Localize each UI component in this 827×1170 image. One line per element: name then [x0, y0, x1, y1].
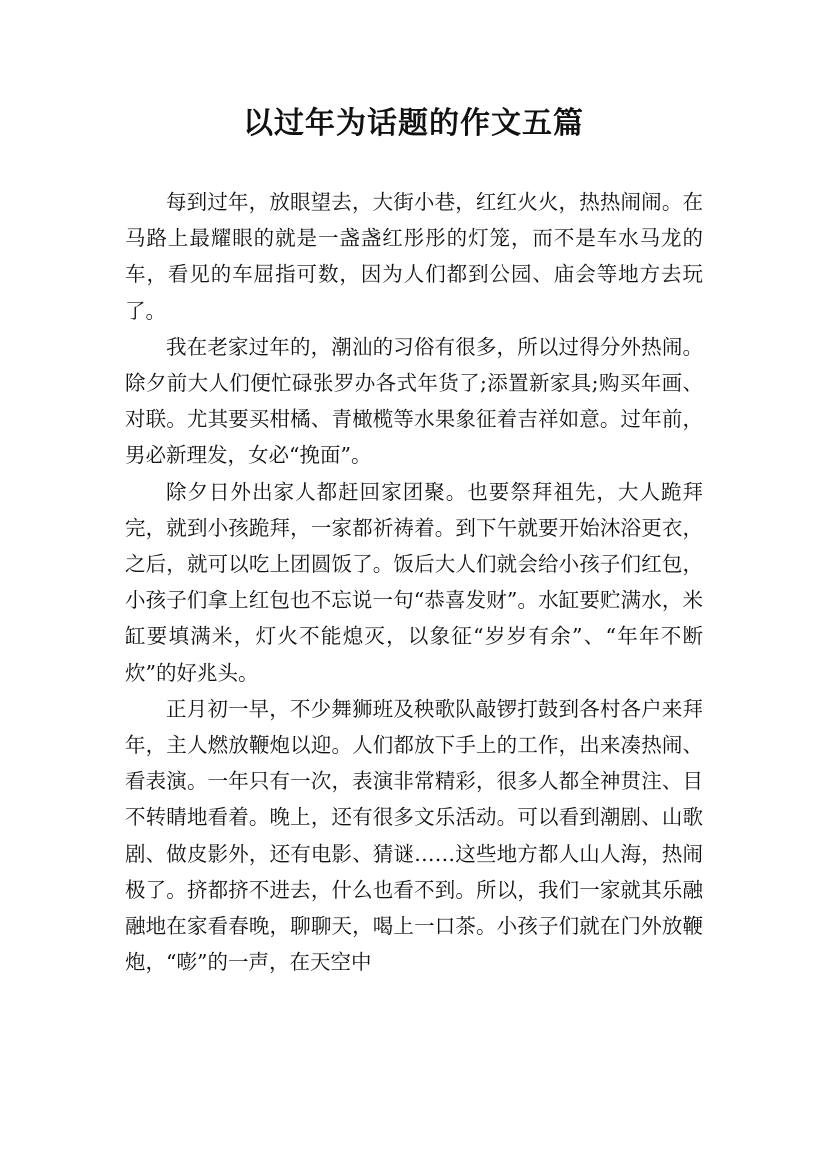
- document-body: [125, 184, 703, 980]
- paragraph-1: 每到过年，放眼望去，大街小巷，红红火火，热热闹闹。在马路上最耀眼的就是一盏盏红彤彤的灯笼，而不是车水马龙的车，看见的车屈指可数，因为人们都到公园、庙会等地方去玩了。: [125, 190, 703, 323]
- paragraph-2: 我在老家过年的，潮汕的习俗有很多，所以过得分外热闹。除夕前大人们便忙碌张罗办各式年货了;添置新家具;购买年画、对联。尤其要买柑橘、青橄榄等水果象征着吉祥如意。过年前，男必新理发，女必“挽面”。: [125, 334, 703, 468]
- paragraph-4: 正月初一早，不少舞狮班及秧歌队敲锣打鼓到各村各户来拜年，主人燃放鞭炮以迎。人们都放下手上的工作，出来凑热闹、看表演。一年只有一次，表演非常精彩，很多人都全神贯注、目不转睛地看着。晚上，还有很多文乐活动。可以看到潮剧、山歌剧、做皮影外，还有电影、猜谜……这些地方都人山人海，热闹极了。挤都挤不进去，什么也看不到。所以，我们一家就其乐融融地在家看春晚，聊聊天，喝上一口茶。小孩子们就在门外放鞭炮，“嘭”的一声，在天空中: [125, 696, 703, 975]
- paragraph-3: 除夕日外出家人都赶回家团聚。也要祭拜祖先，大人跪拜完，就到小孩跪拜，一家都祈祷着。到下午就要开始沐浴更衣，之后，就可以吃上团圆饭了。饭后大人们就会给小孩子们红包，小孩子们拿上红包也不忘说一句“恭喜发财”。水缸要贮满水，米缸要填满米，灯火不能熄灭，以象征“岁岁有余”、“年年不断炊”的好兆头。: [125, 479, 703, 685]
- document-title: 以过年为话题的作文五篇: [243, 106, 584, 141]
